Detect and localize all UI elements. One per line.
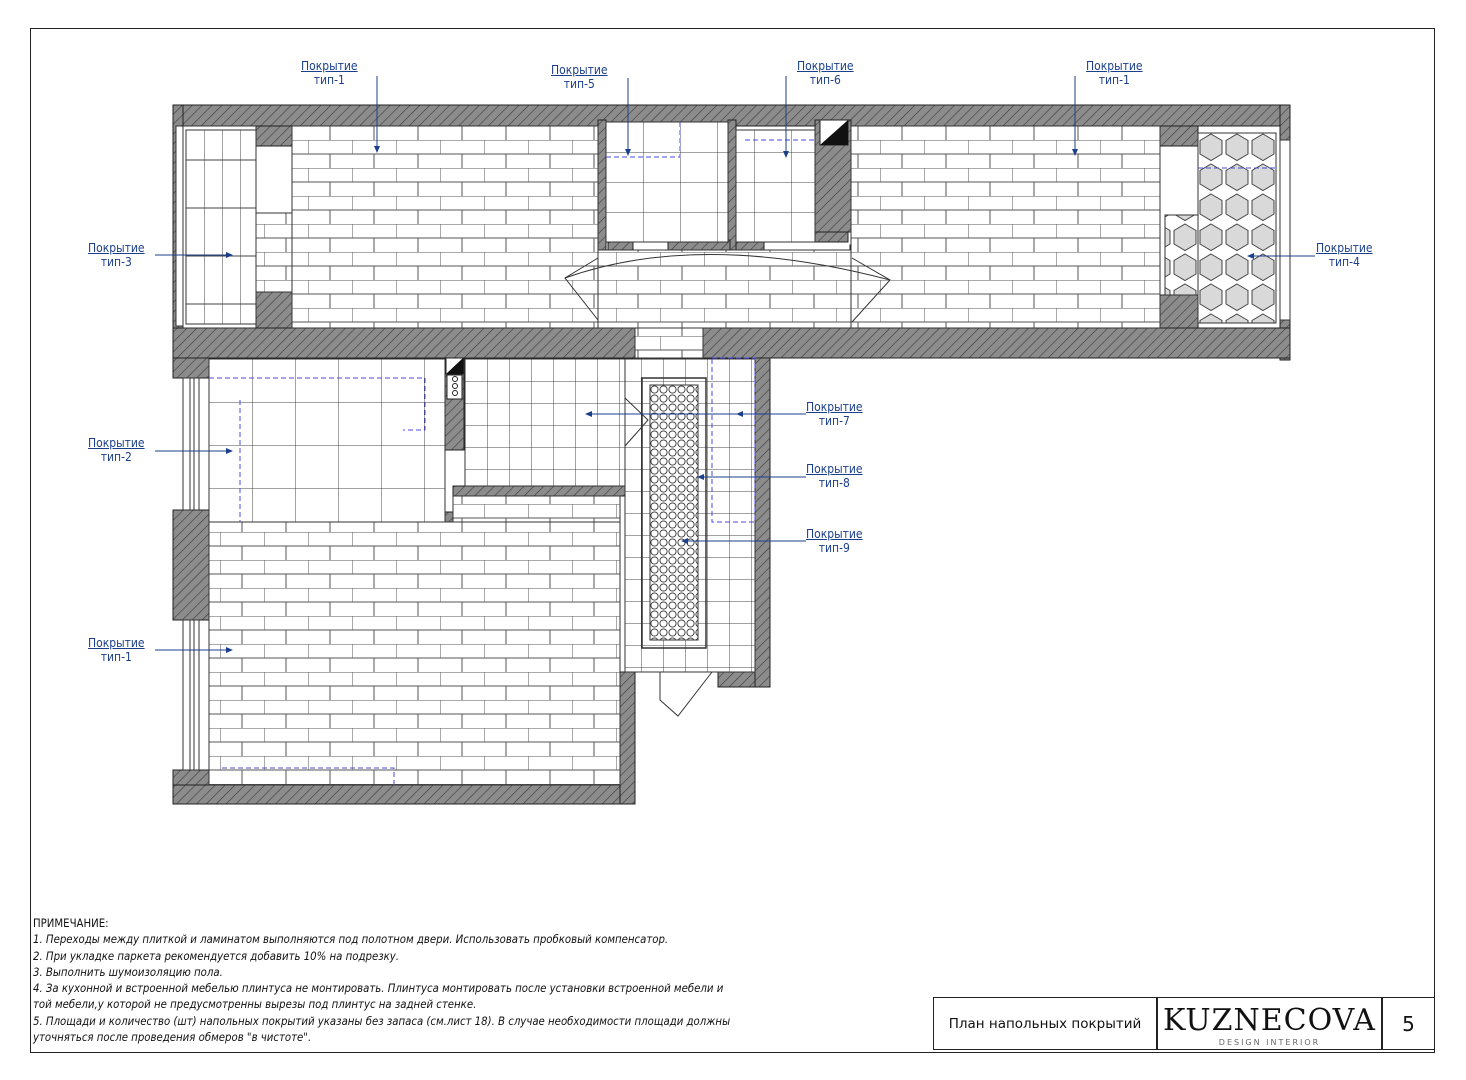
- coverage-label-type1-top-right: Покрытие тип-1: [1086, 59, 1143, 87]
- note-line: той мебели,у которой не предусмотренны вырезы под плинтус на задней стенке.: [33, 998, 477, 1012]
- note-line: 2. При укладке паркета рекомендуется добавить 10% на подрезку.: [33, 949, 400, 963]
- note-line: 4. За кухонной и встроенной мебелью плинтуса не монтировать. Плинтуса монтировать после установки встроенной мебели и: [33, 982, 724, 996]
- coverage-label-type1-top-left: Покрытие тип-1: [301, 59, 358, 87]
- sheet-title-text: План напольных покрытий: [948, 1015, 1142, 1032]
- note-line: уточняться после проведения обмеров "в чистоте".: [33, 1031, 312, 1045]
- coverage-label-type4: Покрытие тип-4: [1316, 241, 1373, 269]
- coverage-label-type2: Покрытие тип-2: [88, 436, 145, 464]
- note-line: 1. Переходы между плиткой и ламинатом выполняются под полотном двери. Использовать пробковый компенсатор.: [33, 933, 669, 947]
- logo-subtitle: DESIGN INTERIOR: [1218, 1038, 1321, 1047]
- coverage-label-type5: Покрытие тип-5: [551, 63, 608, 91]
- coverage-label-type6: Покрытие тип-6: [797, 59, 854, 87]
- notes-block: [33, 916, 923, 1046]
- sheet-title: [933, 997, 1157, 1050]
- coverage-label-type9: Покрытие тип-9: [806, 527, 863, 555]
- logo-brand: KUZNECOVA: [1163, 1003, 1376, 1038]
- notes-heading: ПРИМЕЧАНИЕ:: [33, 917, 109, 930]
- sheet-number-text: 5: [1402, 1011, 1415, 1036]
- coverage-label-type1-bottom-left: Покрытие тип-1: [88, 636, 145, 664]
- note-line: 5. Площади и количество (шт) напольных покрытий указаны без запаса (см.лист 18). В случае необходимости площади должны: [33, 1014, 731, 1028]
- sheet-number: [1382, 997, 1435, 1050]
- company-logo: [1157, 997, 1382, 1050]
- coverage-label-type7: Покрытие тип-7: [806, 400, 863, 428]
- note-line: 3. Выполнить шумоизоляцию пола.: [33, 965, 223, 979]
- coverage-label-type3: Покрытие тип-3: [88, 241, 145, 269]
- coverage-label-type8: Покрытие тип-8: [806, 462, 863, 490]
